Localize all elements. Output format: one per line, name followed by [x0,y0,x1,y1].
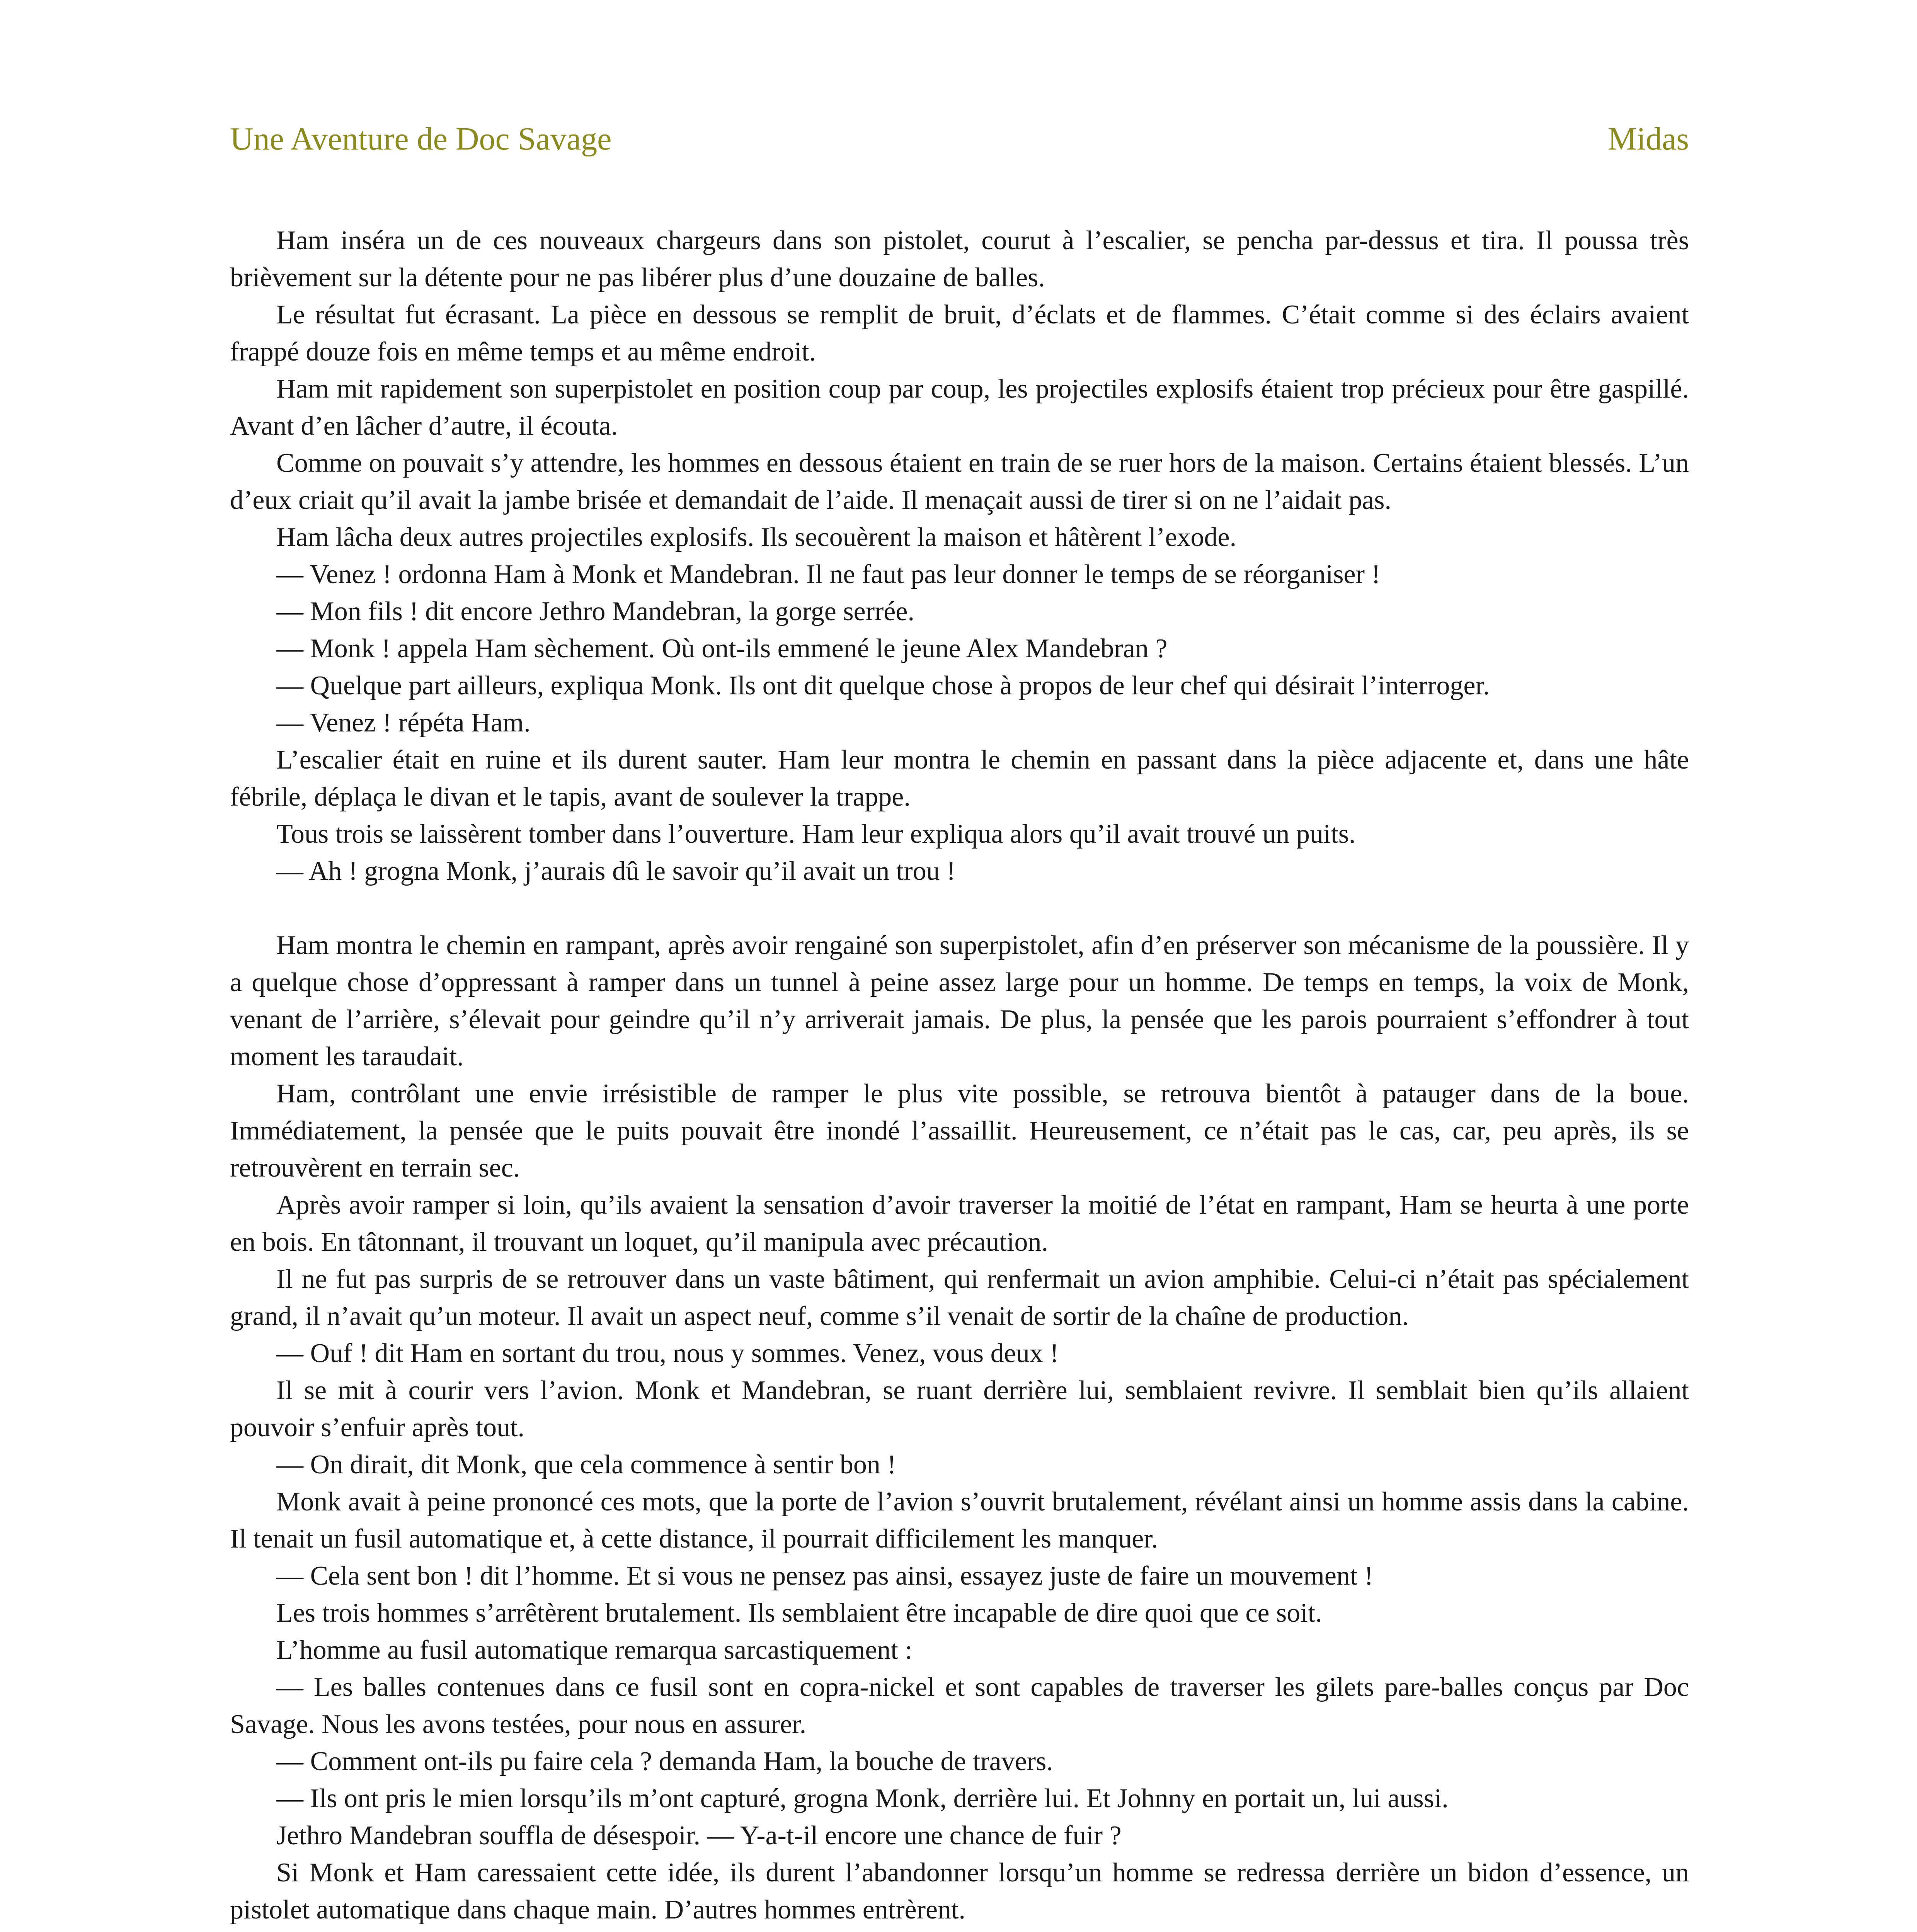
dialogue-line: — Comment ont-ils pu faire cela ? demanda Ham, la bouche de travers. [276,1747,1053,1776]
dialogue-line: — Ils ont pris le mien lorsqu’ils m’ont capturé, grogna Monk, derrière lui. Et Johnny en portait un, lui aussi. [276,1784,1449,1813]
paragraph: Après avoir ramper si loin, qu’ils avaient la sensation d’avoir traverser la moitié de l’état en rampant, Ham se heurta à une porte en bois. En tâtonnant, il trouvant un loquet, qu’il manipula avec précaution. [230,1190,1689,1257]
dialogue-line: — On dirait, dit Monk, que cela commence à sentir bon ! [276,1450,896,1480]
dialogue-line: — Ouf ! dit Ham en sortant du trou, nous y sommes. Venez, vous deux ! [276,1338,1059,1368]
paragraph: Ham mit rapidement son superpistolet en position coup par coup, les projectiles explosifs étaient trop précieux pour être gaspillé. Avant d’en lâcher d’autre, il écouta. [230,374,1689,441]
body-text [230,222,1689,1932]
paragraph: Ham inséra un de ces nouveaux chargeurs dans son pistolet, courut à l’escalier, se pencha par-dessus et tira. Il poussa très brièvement sur la détente pour ne pas libérer plus d’une douzaine de balles. [230,226,1689,293]
dialogue-line: — Mon fils ! dit encore Jethro Mandebran, la gorge serrée. [276,597,914,626]
dialogue-line: — Cela sent bon ! dit l’homme. Et si vous ne pensez pas ainsi, essayez juste de faire un mouvement ! [276,1561,1374,1591]
dialogue-line [230,1929,1689,1932]
paragraph: Tous trois se laissèrent tomber dans l’ouverture. Ham leur expliqua alors qu’il avait trouvé un puits. [276,819,1356,849]
paragraph: Ham montra le chemin en rampant, après avoir rengainé son superpistolet, afin d’en préserver son mécanisme de la poussière. Il y a quelque chose d’oppressant à ramper dans un tunnel à peine assez large pour un homme. De temps en temps, la voix de Monk, venant de l’arrière, s’élevait pour geindre qu’il n’y arriverait jamais. De plus, la pensée que les parois pourraient s’effondrer à tout moment les taraudait. [230,930,1689,1071]
dialogue-line: — Ah ! grogna Monk, j’aurais dû le savoir qu’il avait un trou ! [276,856,956,886]
paragraph: L’escalier était en ruine et ils durent sauter. Ham leur montra le chemin en passant dans la pièce adjacente et, dans une hâte fébrile, déplaça le divan et le tapis, avant de soulever la trappe. [230,745,1689,812]
dialogue-line: — Venez ! ordonna Ham à Monk et Mandebran. Il ne faut pas leur donner le temps de se réorganiser ! [276,560,1381,589]
paragraph: Si Monk et Ham caressaient cette idée, ils durent l’abandonner lorsqu’un homme se redressa derrière un bidon d’essence, un pistolet automatique dans chaque main. D’autres hommes entrèrent. [230,1858,1689,1925]
paragraph: L’homme au fusil automatique remarqua sarcastiquement : [276,1635,913,1665]
paragraph: Les trois hommes s’arrêtèrent brutalement. Ils semblaient être incapable de dire quoi que ce soit. [276,1598,1322,1628]
dialogue-line: — Venez ! répéta Ham. [276,708,531,738]
paragraph: Ham, contrôlant une envie irrésistible de ramper le plus vite possible, se retrouva bientôt à patauger dans de la boue. Immédiatement, la pensée que le puits pouvait être inondé l’assaillit. Heureusement, ce n’était pas le cas, car, peu après, ils se retrouvèrent en terrain sec. [230,1079,1689,1183]
paragraph: Il se mit à courir vers l’avion. Monk et Mandebran, se ruant derrière lui, semblaient revivre. Il semblait bien qu’ils allaient pouvoir s’enfuir après tout. [230,1376,1689,1442]
paragraph: Monk avait à peine prononcé ces mots, que la porte de l’avion s’ouvrit brutalement, révélant ainsi un homme assis dans la cabine. Il tenait un fusil automatique et, à cette distance, il pourrait difficilement les manquer. [230,1487,1689,1554]
dialogue-line: — Monk ! appela Ham sèchement. Où ont-ils emmené le jeune Alex Mandebran ? [276,634,1168,663]
dialogue-line: — Les balles contenues dans ce fusil sont en copra-nickel et sont capables de traverser les gilets pare-balles conçus par Doc Savage. Nous les avons testées, pour nous en assurer. [230,1672,1689,1739]
paragraph: Comme on pouvait s’y attendre, les hommes en dessous étaient en train de se ruer hors de la maison. Certains étaient blessés. L’un d’eux criait qu’il avait la jambe brisée et demandait de l’aide. Il menaçait aussi de tirer si on ne l’aidait pas. [230,448,1689,515]
paragraph: Ham lâcha deux autres projectiles explosifs. Ils secouèrent la maison et hâtèrent l’exode. [276,522,1237,552]
paragraph: Le résultat fut écrasant. La pièce en dessous se remplit de bruit, d’éclats et de flammes. C’était comme si des éclairs avaient frappé douze fois en même temps et au même endroit. [230,300,1689,367]
paragraph: Jethro Mandebran souffla de désespoir. — Y-a-t-il encore une chance de fuir ? [276,1821,1122,1850]
running-title: Une Aventure de Doc Savage [230,121,612,157]
page-header [230,116,1689,162]
chapter-title: Midas [1608,121,1689,157]
dialogue-line: — Quelque part ailleurs, expliqua Monk. Ils ont dit quelque chose à propos de leur chef qui désirait l’interroger. [276,671,1490,701]
section-break [230,890,1689,927]
paragraph: Il ne fut pas surpris de se retrouver dans un vaste bâtiment, qui renfermait un avion amphibie. Celui-ci n’était pas spécialement grand, il n’avait qu’un moteur. Il avait un aspect neuf, comme s’il venait de sortir de la chaîne de production. [230,1264,1689,1331]
